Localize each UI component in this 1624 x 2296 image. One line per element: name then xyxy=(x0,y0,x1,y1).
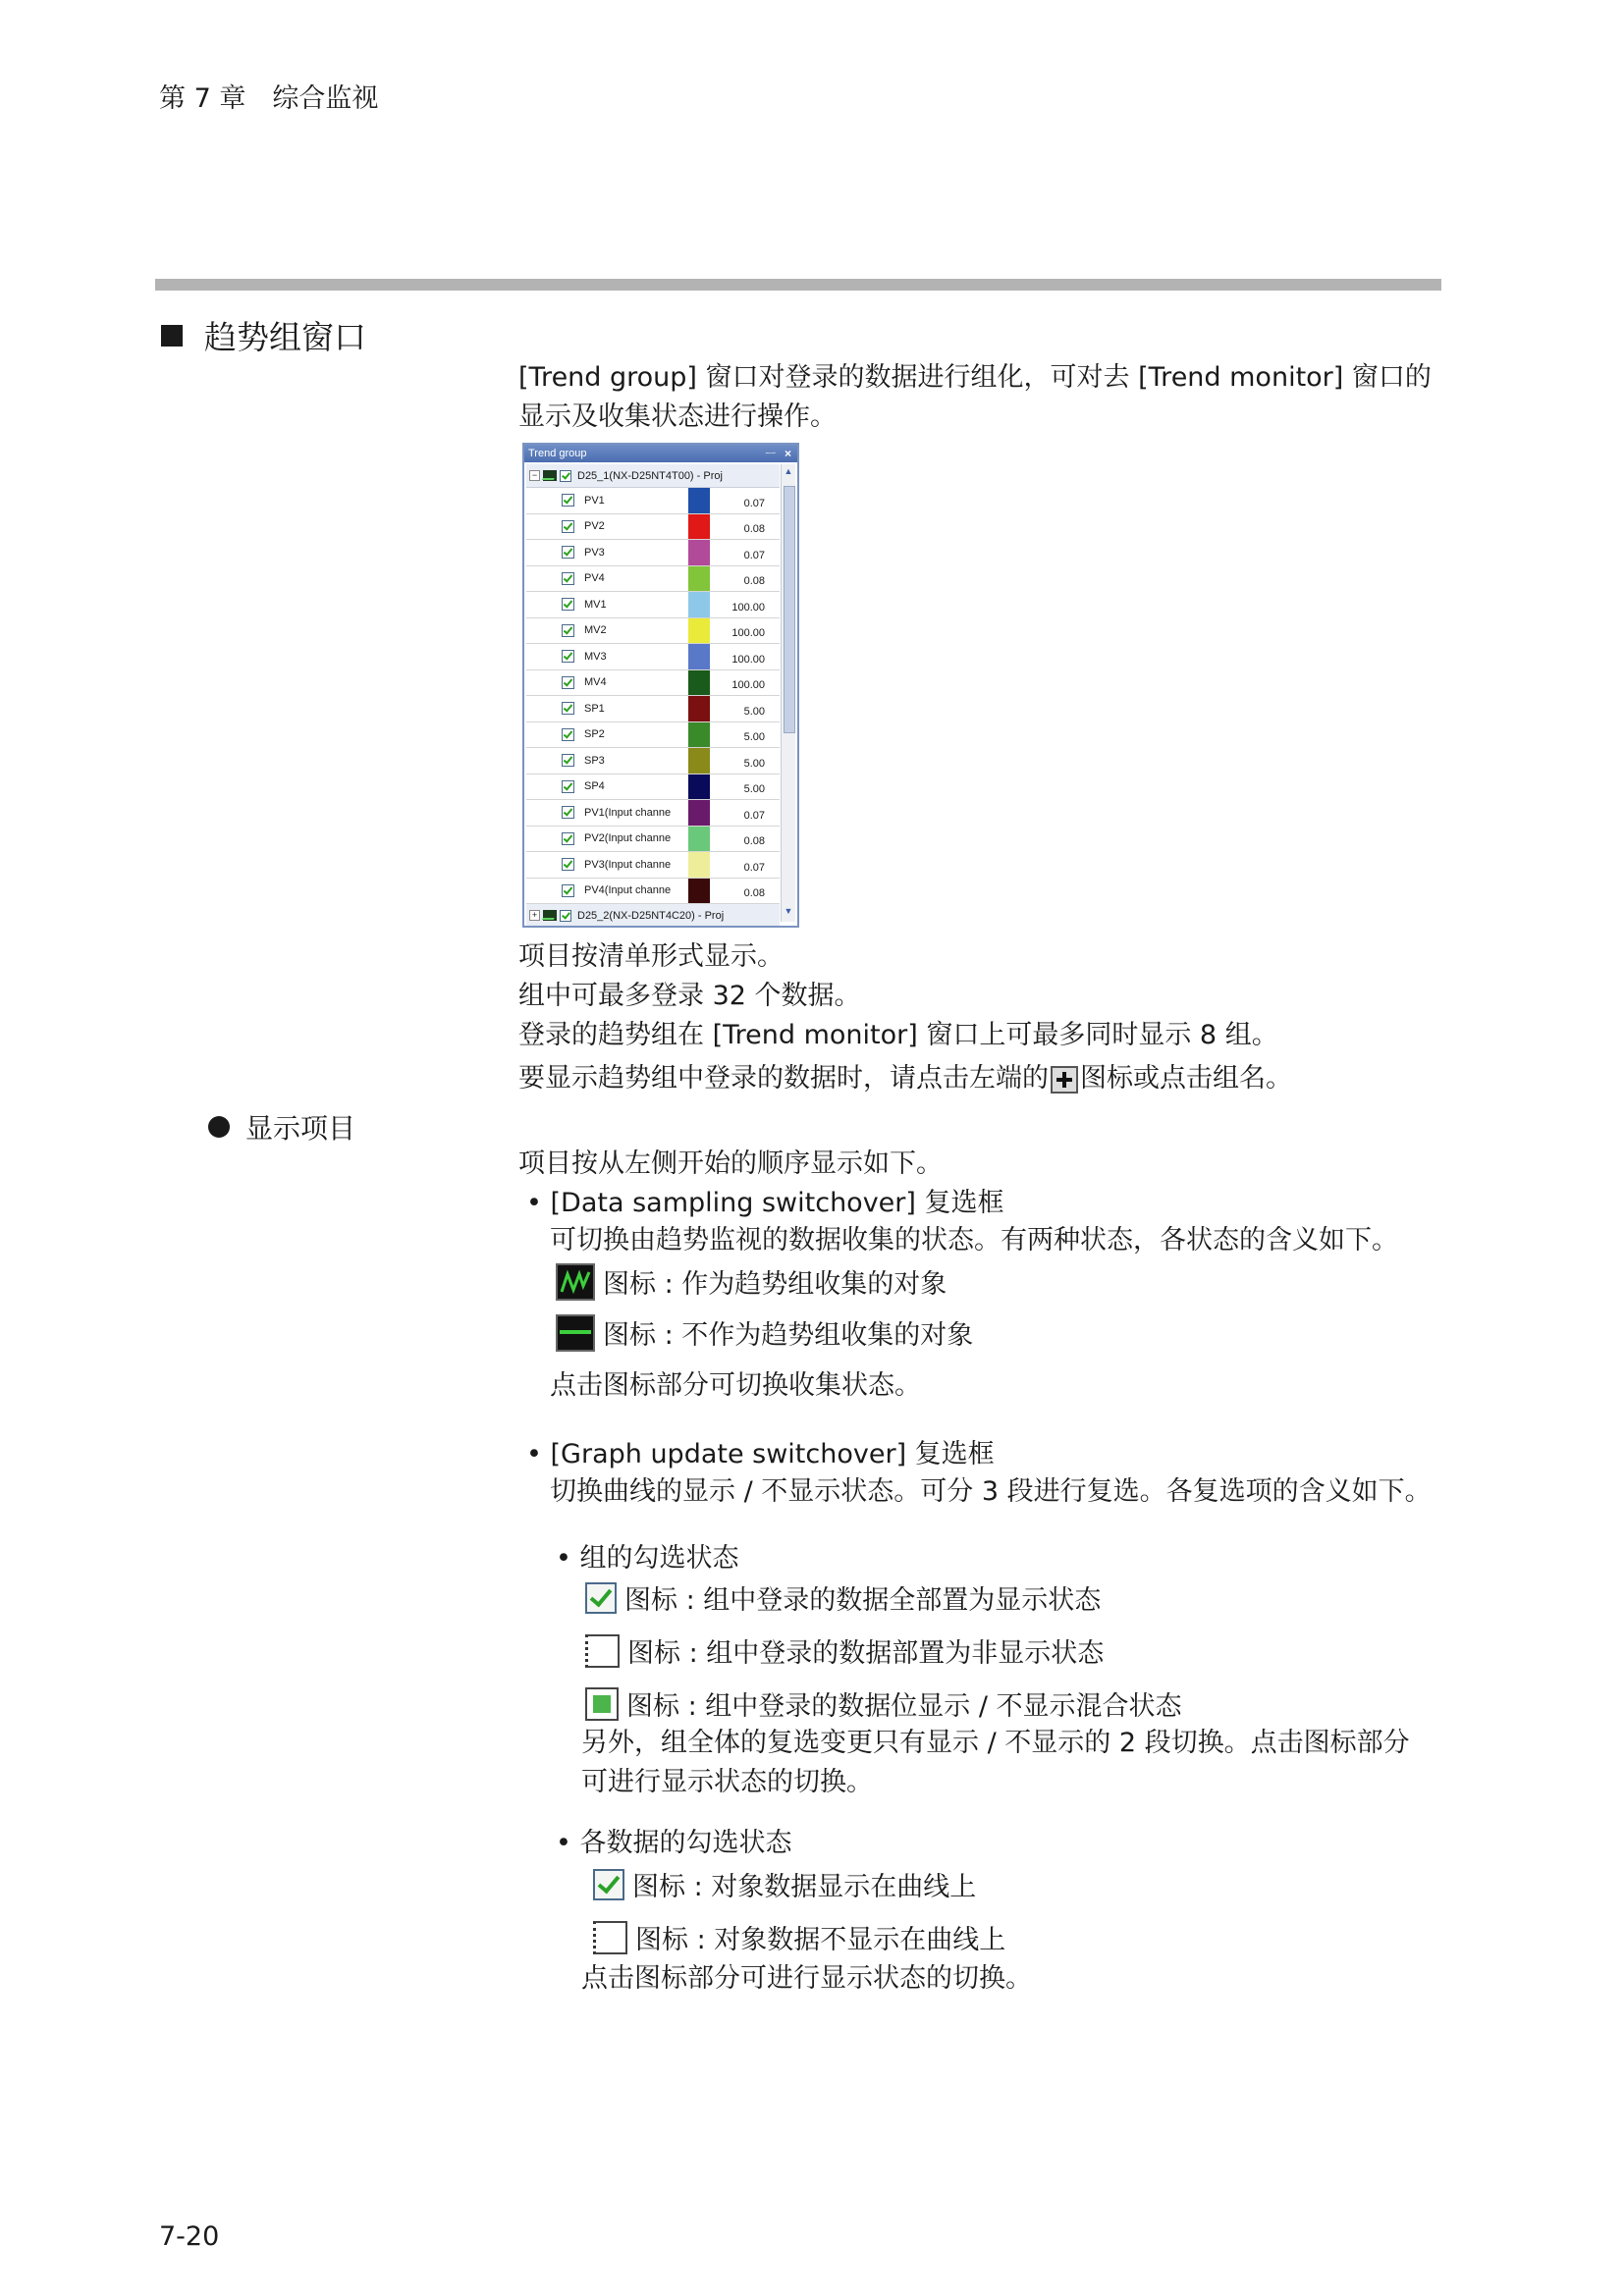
pin-icon[interactable]: ᅳ xyxy=(765,448,776,459)
data-checkbox[interactable] xyxy=(562,858,574,871)
data-checkbox[interactable] xyxy=(562,546,574,559)
data-value: 5.00 xyxy=(743,705,765,718)
color-swatch[interactable] xyxy=(688,514,710,540)
data-name-label: PV1(Input channe xyxy=(584,806,672,819)
note-text-after: 图标或点击组名。 xyxy=(1080,1063,1292,1094)
data-value: 0.08 xyxy=(743,835,765,848)
data-value: 100.00 xyxy=(731,679,765,692)
data-on-row xyxy=(593,1865,976,1903)
data-value: 5.00 xyxy=(743,731,765,744)
sampling-off-text: 图标 : 不作为趋势组收集的对象 xyxy=(603,1320,974,1351)
data-name-label: SP3 xyxy=(584,754,605,767)
color-swatch[interactable] xyxy=(688,827,710,852)
trend-data-row[interactable] xyxy=(526,879,780,905)
color-swatch[interactable] xyxy=(688,800,710,826)
data-checkbox[interactable] xyxy=(562,624,574,637)
sampling-icon[interactable] xyxy=(543,910,557,921)
display-items-heading-text: 显示项目 xyxy=(245,1112,356,1145)
data-checkbox[interactable] xyxy=(562,832,574,845)
data-value: 100.00 xyxy=(731,653,765,666)
section-title xyxy=(161,312,366,358)
group-checkbox[interactable] xyxy=(560,470,571,482)
trend-data-row[interactable] xyxy=(526,592,780,618)
square-bullet-icon xyxy=(161,325,183,347)
group-note-line-2: 可进行显示状态的切换。 xyxy=(581,1767,873,1797)
trend-group-title: Trend group xyxy=(528,448,587,459)
trend-data-row[interactable] xyxy=(526,618,780,645)
section-title-text: 趋势组窗口 xyxy=(204,318,366,356)
sampling-note: 点击图标部分可切换收集状态。 xyxy=(550,1370,921,1401)
data-value: 5.00 xyxy=(743,757,765,770)
data-note: 点击图标部分可进行显示状态的切换。 xyxy=(581,1963,1032,1994)
chapter-header: 第 7 章 综合监视 xyxy=(159,83,379,114)
sampling-on-text: 图标 : 作为趋势组收集的对象 xyxy=(603,1269,947,1300)
data-value: 5.00 xyxy=(743,783,765,796)
data-name-label: PV1 xyxy=(584,494,605,507)
group-checkbox[interactable] xyxy=(560,910,571,922)
color-swatch[interactable] xyxy=(688,852,710,878)
color-swatch[interactable] xyxy=(688,722,710,748)
graph-title: • [Graph update switchover] 复选框 xyxy=(526,1439,995,1469)
collapse-icon[interactable]: − xyxy=(529,470,540,481)
unchecked-icon xyxy=(593,1921,627,1954)
data-value: 100.00 xyxy=(731,627,765,640)
scroll-up-icon[interactable]: ▲ xyxy=(784,466,793,476)
data-name-label: PV3 xyxy=(584,546,605,559)
data-name-label: SP2 xyxy=(584,728,605,741)
data-off-text: 图标 : 对象数据不显示在曲线上 xyxy=(635,1925,1006,1955)
trend-data-row[interactable] xyxy=(526,748,780,774)
data-name-label: SP4 xyxy=(584,780,605,793)
trend-data-row[interactable] xyxy=(526,722,780,749)
group-note-line-1: 另外，组全体的复选变更只有显示 / 不显示的 2 段切换。点击图标部分 xyxy=(581,1728,1410,1758)
display-items-heading xyxy=(208,1107,355,1147)
data-name-label: MV4 xyxy=(584,676,607,689)
color-swatch[interactable] xyxy=(688,670,710,696)
sampling-off-row xyxy=(556,1313,973,1352)
trend-group-titlebar xyxy=(524,445,797,462)
data-checkbox[interactable] xyxy=(562,572,574,585)
notes xyxy=(518,937,1292,1098)
color-swatch[interactable] xyxy=(688,696,710,721)
section-divider xyxy=(155,279,1441,291)
trend-data-row[interactable] xyxy=(526,774,780,801)
data-checkbox[interactable] xyxy=(562,650,574,663)
color-swatch[interactable] xyxy=(688,879,710,904)
expand-plus-icon xyxy=(1051,1066,1078,1094)
data-checkbox[interactable] xyxy=(562,780,574,793)
trend-data-row[interactable] xyxy=(526,566,780,593)
page-number: 7-20 xyxy=(159,2221,220,2252)
data-checkbox[interactable] xyxy=(562,494,574,507)
data-name-label: PV3(Input channe xyxy=(584,858,672,871)
data-name-label: SP1 xyxy=(584,702,605,715)
scroll-down-icon[interactable]: ▼ xyxy=(784,906,793,916)
data-checkbox[interactable] xyxy=(562,806,574,819)
trend-data-row[interactable] xyxy=(526,540,780,566)
sampling-desc: 可切换由趋势监视的数据收集的状态。有两种状态，各状态的含义如下。 xyxy=(550,1225,1398,1255)
sampling-on-row xyxy=(556,1262,947,1301)
close-icon[interactable]: × xyxy=(784,447,791,460)
data-checkbox[interactable] xyxy=(562,702,574,715)
color-swatch[interactable] xyxy=(688,488,710,513)
note-text-before: 要显示趋势组中登录的数据时，请点击左端的 xyxy=(518,1063,1049,1094)
mixed-check-icon xyxy=(585,1687,619,1721)
data-check-title: • 各数据的勾选状态 xyxy=(556,1828,792,1858)
data-checkbox[interactable] xyxy=(562,598,574,611)
group-check-title: • 组的勾选状态 xyxy=(556,1543,739,1574)
data-name-label: MV2 xyxy=(584,624,607,637)
sampling-title: • [Data sampling switchover] 复选框 xyxy=(526,1188,1004,1218)
data-value: 0.07 xyxy=(743,809,765,822)
note-line-2: 组中可最多登录 32 个数据。 xyxy=(518,981,861,1011)
graph-desc: 切换曲线的显示 / 不显示状态。可分 3 段进行复选。各复选项的含义如下。 xyxy=(550,1476,1432,1507)
group-all-text: 图标 : 组中登录的数据全部置为显示状态 xyxy=(624,1585,1102,1616)
data-value: 0.07 xyxy=(743,549,765,561)
group-note xyxy=(581,1724,1410,1802)
group-label[interactable]: D25_1(NX-D25NT4T00) - Proj xyxy=(577,469,723,482)
color-swatch[interactable] xyxy=(688,644,710,669)
group-row[interactable] xyxy=(526,904,780,928)
expand-icon[interactable]: + xyxy=(529,910,540,921)
checked-icon xyxy=(593,1869,624,1900)
data-value: 0.08 xyxy=(743,575,765,588)
trend-group-window xyxy=(522,443,799,928)
data-name-label: PV4 xyxy=(584,572,605,585)
data-off-row xyxy=(593,1918,1005,1956)
group-none-text: 图标 : 组中登录的数据部置为非显示状态 xyxy=(627,1638,1105,1669)
round-bullet-icon xyxy=(208,1116,230,1138)
intro-line-1: [Trend group] 窗口对登录的数据进行组化，可对去 [Trend monitor] 窗口的 xyxy=(518,362,1432,393)
note-line-3: 登录的趋势组在 [Trend monitor] 窗口上可最多同时显示 8 组。 xyxy=(518,1020,1278,1050)
sampling-off-icon xyxy=(556,1314,595,1352)
data-value: 100.00 xyxy=(731,601,765,614)
note-line-4 xyxy=(518,1059,1292,1098)
group-none-row xyxy=(585,1631,1104,1670)
data-value: 0.07 xyxy=(743,497,765,509)
intro-paragraph xyxy=(518,358,1432,437)
color-swatch[interactable] xyxy=(688,774,710,800)
data-value: 0.07 xyxy=(743,861,765,874)
data-name-label: PV4(Input channe xyxy=(584,884,672,897)
group-mixed-text: 图标 : 组中登录的数据位显示 / 不显示混合状态 xyxy=(626,1691,1182,1722)
group-row[interactable] xyxy=(526,464,780,488)
data-checkbox[interactable] xyxy=(562,884,574,897)
intro-line-2: 显示及收集状态进行操作。 xyxy=(518,401,837,432)
color-swatch[interactable] xyxy=(688,618,710,644)
trend-data-row[interactable] xyxy=(526,852,780,879)
unchecked-icon xyxy=(585,1634,620,1668)
sampling-on-icon xyxy=(556,1263,595,1301)
trend-data-row[interactable] xyxy=(526,696,780,722)
trend-data-row[interactable] xyxy=(526,800,780,827)
data-name-label: PV2 xyxy=(584,520,605,533)
vertical-scrollbar[interactable] xyxy=(781,464,795,922)
color-swatch[interactable] xyxy=(688,748,710,774)
note-line-1: 项目按清单形式显示。 xyxy=(518,941,784,972)
data-name-label: PV2(Input channe xyxy=(584,832,672,845)
trend-data-row[interactable] xyxy=(526,644,780,670)
trend-group-list xyxy=(526,464,780,928)
data-checkbox[interactable] xyxy=(562,754,574,767)
trend-data-row[interactable] xyxy=(526,488,780,514)
checked-icon xyxy=(585,1582,617,1614)
data-checkbox[interactable] xyxy=(562,520,574,533)
trend-data-row[interactable] xyxy=(526,827,780,853)
group-label[interactable]: D25_2(NX-D25NT4C20) - Proj xyxy=(577,909,725,922)
color-swatch[interactable] xyxy=(688,540,710,565)
sampling-icon[interactable] xyxy=(543,470,557,481)
group-mixed-row xyxy=(585,1684,1182,1723)
data-checkbox[interactable] xyxy=(562,728,574,741)
data-name-label: MV1 xyxy=(584,598,607,611)
trend-data-row[interactable] xyxy=(526,670,780,697)
color-swatch[interactable] xyxy=(688,566,710,592)
data-on-text: 图标 : 对象数据显示在曲线上 xyxy=(632,1872,977,1902)
color-swatch[interactable] xyxy=(688,592,710,617)
trend-data-row[interactable] xyxy=(526,514,780,541)
group-all-row xyxy=(585,1578,1101,1617)
data-value: 0.08 xyxy=(743,523,765,536)
scroll-thumb[interactable] xyxy=(784,486,795,733)
data-value: 0.08 xyxy=(743,887,765,900)
data-name-label: MV3 xyxy=(584,650,607,663)
data-checkbox[interactable] xyxy=(562,676,574,689)
display-items-intro: 项目按从左侧开始的顺序显示如下。 xyxy=(518,1148,943,1179)
